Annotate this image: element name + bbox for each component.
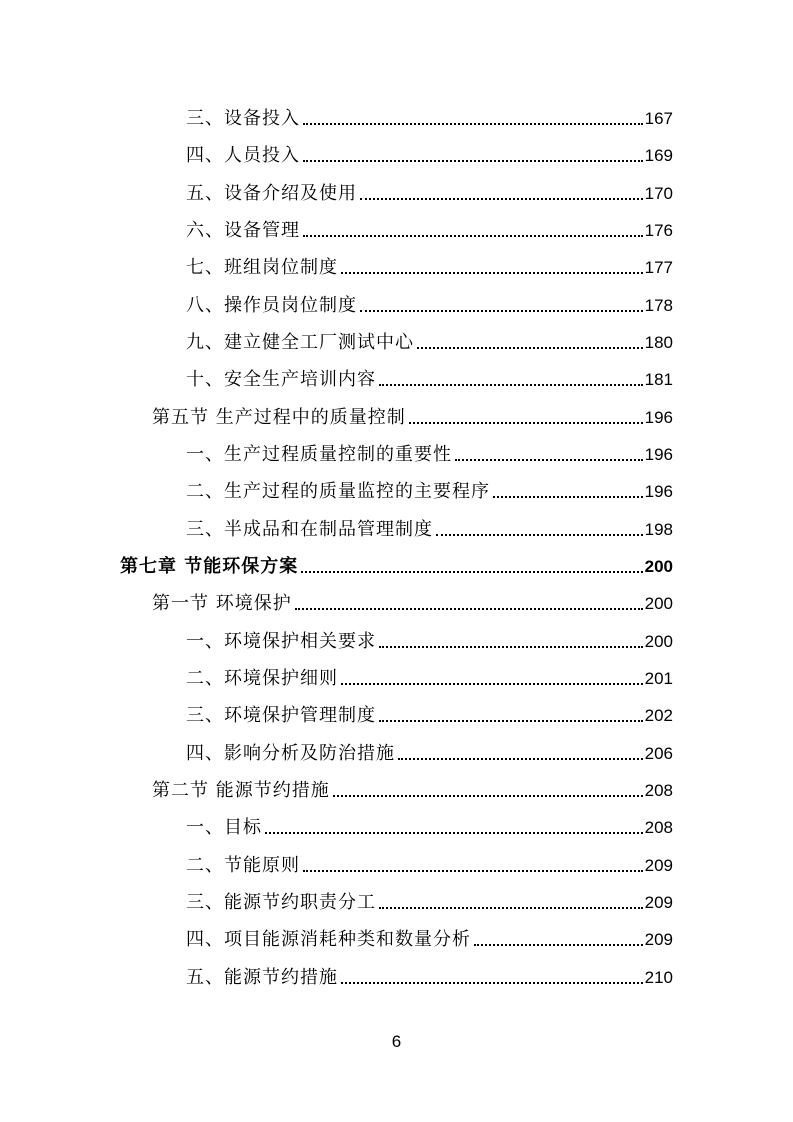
toc-entry-label: 三、能源节约职责分工 xyxy=(186,892,376,913)
toc-entry-label: 二、节能原则 xyxy=(186,855,300,876)
toc-entry-label: 五、能源节约措施 xyxy=(186,967,338,988)
dot-leader xyxy=(360,197,643,200)
toc-section-entry[interactable] xyxy=(152,779,673,803)
dot-leader xyxy=(333,794,643,797)
toc-entry-label: 第一节 环境保护 xyxy=(152,593,292,614)
toc-entry-page: 181 xyxy=(644,370,673,389)
dot-leader xyxy=(341,271,643,274)
toc-entry[interactable] xyxy=(186,816,673,840)
toc-entry[interactable] xyxy=(186,518,673,542)
toc-entry-label: 三、环境保护管理制度 xyxy=(186,705,376,726)
toc-entry[interactable] xyxy=(186,294,673,318)
toc-entry-label: 四、影响分析及防治措施 xyxy=(186,743,395,764)
toc-entry-page: 200 xyxy=(644,632,673,651)
toc-entry[interactable] xyxy=(186,443,673,467)
toc-entry[interactable] xyxy=(186,966,673,990)
dot-leader xyxy=(379,906,643,909)
dot-leader xyxy=(360,309,643,312)
toc-entry-label: 四、人员投入 xyxy=(186,145,300,166)
dot-leader xyxy=(301,570,642,573)
toc-section-entry[interactable] xyxy=(152,406,673,430)
toc-entry-page: 178 xyxy=(644,296,673,315)
dot-leader xyxy=(455,458,643,461)
toc-entry-page: 209 xyxy=(644,930,673,949)
toc-entry-label: 第七章 节能环保方案 xyxy=(120,556,299,577)
toc-entry[interactable] xyxy=(186,928,673,952)
dot-leader xyxy=(493,495,643,498)
toc-entry-label: 一、目标 xyxy=(186,817,262,838)
dot-leader xyxy=(303,159,643,162)
toc-entry[interactable] xyxy=(186,667,673,691)
toc-entry[interactable] xyxy=(186,331,673,355)
toc-entry-label: 一、生产过程质量控制的重要性 xyxy=(186,444,452,465)
toc-entry-page: 170 xyxy=(644,184,673,203)
toc-entry-label: 二、环境保护细则 xyxy=(186,668,338,689)
toc-entry-label: 五、设备介绍及使用 xyxy=(186,183,357,204)
toc-entry[interactable] xyxy=(186,630,673,654)
toc-entry[interactable] xyxy=(186,107,673,131)
toc-entry-label: 八、操作员岗位制度 xyxy=(186,295,357,316)
dot-leader xyxy=(341,682,643,685)
toc-entry-page: 169 xyxy=(644,146,673,165)
toc-entry[interactable] xyxy=(186,742,673,766)
toc-entry-page: 198 xyxy=(644,520,673,539)
toc-entry-label: 九、建立健全工厂测试中心 xyxy=(186,332,414,353)
toc-entry-page: 209 xyxy=(644,856,673,875)
toc-entry-label: 四、项目能源消耗种类和数量分析 xyxy=(186,929,471,950)
toc-entry[interactable] xyxy=(186,854,673,878)
dot-leader xyxy=(398,757,643,760)
toc-entry-page: 200 xyxy=(644,594,673,613)
dot-leader xyxy=(303,234,643,237)
toc-entry[interactable] xyxy=(186,480,673,504)
toc-entry-label: 一、环境保护相关要求 xyxy=(186,631,376,652)
toc-entry-page: 208 xyxy=(644,818,673,837)
dot-leader xyxy=(474,943,643,946)
toc-entry-label: 三、设备投入 xyxy=(186,108,300,129)
dot-leader xyxy=(409,421,643,424)
toc-entry-page: 176 xyxy=(644,221,673,240)
dot-leader xyxy=(303,869,643,872)
dot-leader xyxy=(417,346,643,349)
toc-entry-label: 二、生产过程的质量监控的主要程序 xyxy=(186,481,490,502)
toc-entry[interactable] xyxy=(186,256,673,280)
toc-entry-page: 177 xyxy=(644,258,673,277)
dot-leader xyxy=(379,719,643,722)
toc-entry[interactable] xyxy=(186,144,673,168)
toc-entry-page: 208 xyxy=(644,781,673,800)
toc-section-entry[interactable] xyxy=(152,592,673,616)
toc-entry-page: 167 xyxy=(644,109,673,128)
toc-entry-label: 第二节 能源节约措施 xyxy=(152,780,330,801)
toc-entry[interactable] xyxy=(186,182,673,206)
toc-entry-page: 196 xyxy=(644,445,673,464)
dot-leader xyxy=(303,122,643,125)
toc-entry-page: 210 xyxy=(644,968,673,987)
dot-leader xyxy=(379,383,643,386)
dot-leader xyxy=(265,831,643,834)
toc-entry-page: 206 xyxy=(644,744,673,763)
toc-chapter-entry[interactable] xyxy=(120,555,673,579)
toc-entry[interactable] xyxy=(186,891,673,915)
toc-entry[interactable] xyxy=(186,704,673,728)
toc-entry-page: 201 xyxy=(644,669,673,688)
toc-entry[interactable] xyxy=(186,368,673,392)
toc-entry[interactable] xyxy=(186,219,673,243)
dot-leader xyxy=(379,645,643,648)
toc-entry-page: 196 xyxy=(644,408,673,427)
toc-entry-page: 202 xyxy=(644,706,673,725)
dot-leader xyxy=(341,981,643,984)
toc-entry-page: 180 xyxy=(644,333,673,352)
toc-entry-page: 200 xyxy=(644,557,673,576)
toc-entry-label: 十、安全生产培训内容 xyxy=(186,369,376,390)
toc-entry-page: 196 xyxy=(644,482,673,501)
page-number: 6 xyxy=(391,1032,402,1051)
toc-entry-label: 七、班组岗位制度 xyxy=(186,257,338,278)
dot-leader xyxy=(295,607,643,610)
dot-leader xyxy=(436,533,643,536)
toc-entry-page: 209 xyxy=(644,893,673,912)
toc-entry-label: 三、半成品和在制品管理制度 xyxy=(186,519,433,540)
toc-entry-label: 第五节 生产过程中的质量控制 xyxy=(152,407,406,428)
toc-entry-label: 六、设备管理 xyxy=(186,220,300,241)
